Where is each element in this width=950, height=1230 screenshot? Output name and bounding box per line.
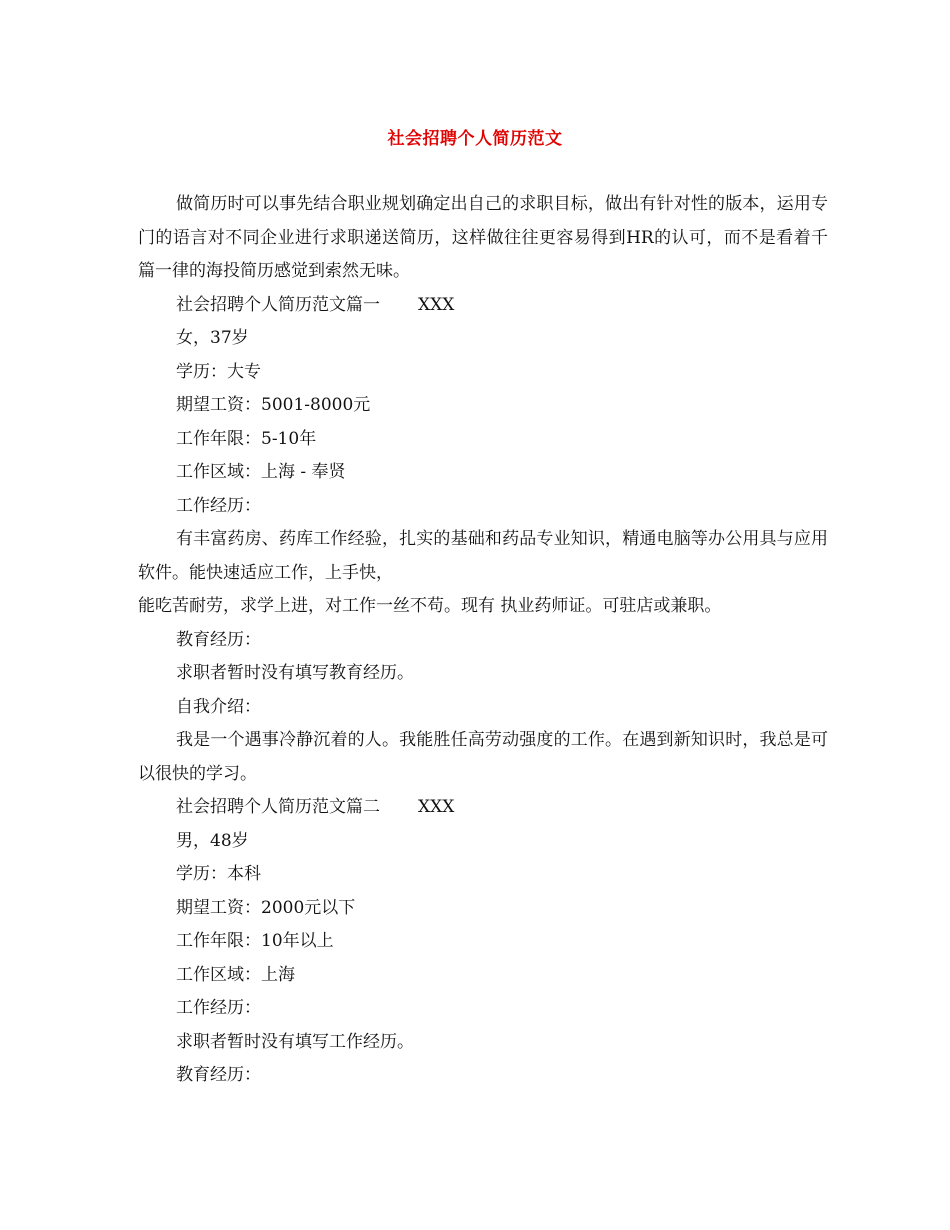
intro-paragraph: 做简历时可以事先结合职业规划确定出自己的求职目标，做出有针对性的版本，运用专门的语言对不同企业进行求职递送简历，这样做往往更容易得到HR的认可，而不是看着千篇一律的海投简历感觉到索然无味。 — [138, 194, 828, 281]
resume1-work-text-1: 有丰富药房、药库工作经验，扎实的基础和药品专业知识，精通电脑等办公用具与应用软件。能快速适应工作，上手快， — [138, 529, 828, 583]
resume2-salary: 期望工资：2000元以下 — [176, 897, 356, 918]
resume1-salary: 期望工资：5001-8000元 — [176, 395, 371, 415]
resume1-heading-line — [138, 289, 828, 323]
resume1-heading: 社会招聘个人简历范文篇一 — [176, 294, 380, 315]
document-body — [138, 188, 828, 1093]
document-title: 社会招聘个人简历范文 — [387, 129, 563, 149]
resume2-edu-label: 教育经历： — [176, 1065, 261, 1085]
resume1-region: 工作区域：上海 - 奉贤 — [176, 462, 346, 482]
resume1-education-level: 学历：大专 — [176, 361, 261, 382]
resume1-work-label: 工作经历： — [176, 495, 261, 516]
resume2-name: XXX — [418, 797, 455, 817]
resume1-years: 工作年限：5-10年 — [176, 428, 317, 449]
resume2-work-label: 工作经历： — [176, 998, 261, 1018]
resume1-name: XXX — [418, 294, 455, 315]
resume1-self-text: 我是一个遇事冷静沉着的人。我能胜任高劳动强度的工作。在遇到新知识时，我总是可以很快的学习。 — [138, 730, 828, 784]
resume2-heading-line — [138, 791, 828, 825]
resume2-work-text: 求职者暂时没有填写工作经历。 — [176, 1031, 414, 1052]
resume2-gender-age: 男，48岁 — [176, 830, 249, 851]
resume2-region: 工作区域：上海 — [176, 964, 295, 985]
resume2-years: 工作年限：10年以上 — [176, 931, 334, 951]
resume1-self-label: 自我介绍： — [176, 696, 261, 717]
resume1-edu-label: 教育经历： — [176, 629, 261, 650]
resume1-edu-text: 求职者暂时没有填写教育经历。 — [176, 663, 414, 683]
resume1-work-text-2: 能吃苦耐劳，求学上进，对工作一丝不苟。现有 执业药师证。可驻店或兼职。 — [138, 596, 722, 616]
resume2-education-level: 学历：本科 — [176, 864, 261, 884]
resume1-gender-age: 女，37岁 — [176, 328, 249, 348]
resume2-heading: 社会招聘个人简历范文篇二 — [176, 797, 380, 817]
